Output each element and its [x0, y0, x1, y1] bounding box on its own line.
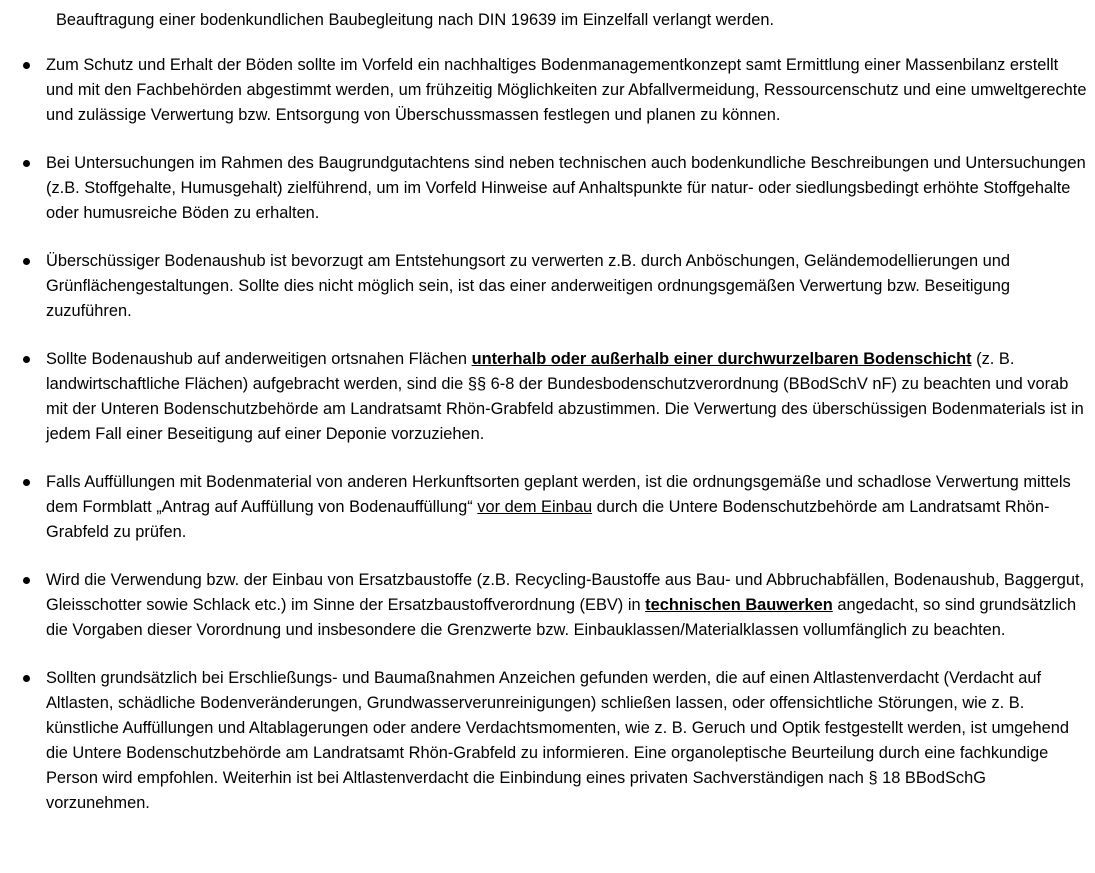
list-item-text: [46, 470, 1087, 545]
bullet-dot-icon: [23, 160, 30, 167]
bullet-dot-icon: [23, 62, 30, 69]
bullet-dot-icon: [23, 675, 30, 682]
lead-paragraph: Beauftragung einer bodenkundlichen Baubegleitung nach DIN 19639 im Einzelfall verlangt werden.: [56, 11, 775, 29]
emphasis-underlined: vor dem Einbau: [477, 498, 593, 516]
list-item: [0, 666, 1095, 816]
list-item: [0, 568, 1095, 643]
list-item-text: [46, 347, 1087, 447]
text-segment: Falls Auffüllungen mit Bodenmaterial von anderen Herkunftsorten geplant werden, ist die ordnungsgemäße und schadlose Verwertung mittels dem Formblatt „Antrag auf Auffüllung von Bodenauffüllung“: [46, 473, 1071, 516]
list-item-text: Bei Untersuchungen im Rahmen des Baugrundgutachtens sind neben technischen auch bodenkundliche Beschreibungen und Untersuchungen (z.B. Stoffgehalte, Humusgehalt) zielführend, um im Vorfeld Hinweise auf Anhaltspunkte für natur- oder siedlungsbedingt erhöhte Stoffgehalte oder humusreiche Böden zu erhalten.: [46, 154, 1086, 222]
list-item: [0, 470, 1095, 545]
text-segment: durch die Untere Bodenschutzbehörde am Landratsamt Rhön-Grabfeld zu prüfen.: [46, 498, 1050, 541]
bullet-list: [0, 53, 1095, 839]
list-item-text: Sollten grundsätzlich bei Erschließungs- und Baumaßnahmen Anzeichen gefunden werden, die auf einen Altlastenverdacht (Verdacht auf Altlasten, schädliche Bodenveränderungen, Grundwasserverunreinigungen) schließen lassen, oder offensichtliche Störungen, wie z. B. künstliche Auffüllungen und Altablagerungen oder andere Verdachtsmomenten, wie z. B. Geruch und Optik festgestellt werden, ist umgehend die Untere Bodenschutzbehörde am Landratsamt Rhön-Grabfeld zu informieren. Eine organoleptische Beurteilung durch eine fachkundige Person wird empfohlen. Weiterhin ist bei Altlastenverdacht die Einbindung eines privaten Sachverständigen nach § 18 BBodSchG vorzunehmen.: [46, 669, 1069, 812]
bullet-dot-icon: [23, 577, 30, 584]
text-segment: Wird die Verwendung bzw. der Einbau von Ersatzbaustoffe (z.B. Recycling-Baustoffe aus Bau- und Abbruchabfällen, Bodenaushub, Baggergut, Gleisschotter sowie Schlack etc.) im Sinne der Ersatzbaustoffverordnung (EBV) in: [46, 571, 1085, 614]
list-item: [0, 53, 1095, 128]
text-segment: (z. B. landwirtschaftliche Flächen) aufgebracht werden, sind die §§ 6-8 der Bundesbodenschutzverordnung (BBodSchV nF) zu beachten und vorab mit der Unteren Bodenschutzbehörde am Landratsamt Rhön-Grabfeld abzustimmen. Die Verwertung des überschüssigen Bodenmaterials ist in jedem Fall einer Beseitigung auf einer Deponie vorzuziehen.: [46, 350, 1084, 443]
emphasis-bold-underlined: unterhalb oder außerhalb einer durchwurzelbaren Bodenschicht: [471, 350, 972, 368]
list-item: [0, 347, 1095, 447]
list-item: [0, 249, 1095, 324]
list-item: [0, 151, 1095, 226]
text-segment: angedacht, so sind grundsätzlich die Vorgaben dieser Vorordnung und insbesondere die Grenzwerte bzw. Einbauklassen/Materialklassen vollumfänglich zu beachten.: [46, 596, 1077, 639]
list-item-text: Zum Schutz und Erhalt der Böden sollte im Vorfeld ein nachhaltiges Bodenmanagementkonzept samt Ermittlung einer Massenbilanz erstellt und mit den Fachbehörden abgestimmt werden, um frühzeitig Möglichkeiten zur Abfallvermeidung, Ressourcenschutz und eine umweltgerechte und zulässige Verwertung bzw. Entsorgung von Überschussmassen festlegen und planen zu können.: [46, 56, 1087, 124]
bullet-dot-icon: [23, 356, 30, 363]
list-item-text: Überschüssiger Bodenaushub ist bevorzugt am Entstehungsort zu verwerten z.B. durch Anböschungen, Geländemodellierungen und Grünflächengestaltungen. Sollte dies nicht möglich sein, ist das einer anderweitigen ordnungsgemäßen Verwertung bzw. Beseitigung zuzuführen.: [46, 252, 1010, 320]
bullet-dot-icon: [23, 258, 30, 265]
bullet-dot-icon: [23, 479, 30, 486]
list-item-text: [46, 568, 1087, 643]
text-segment: Sollte Bodenaushub auf anderweitigen ortsnahen Flächen: [46, 350, 472, 368]
emphasis-bold-underlined: technischen Bauwerken: [645, 596, 833, 614]
